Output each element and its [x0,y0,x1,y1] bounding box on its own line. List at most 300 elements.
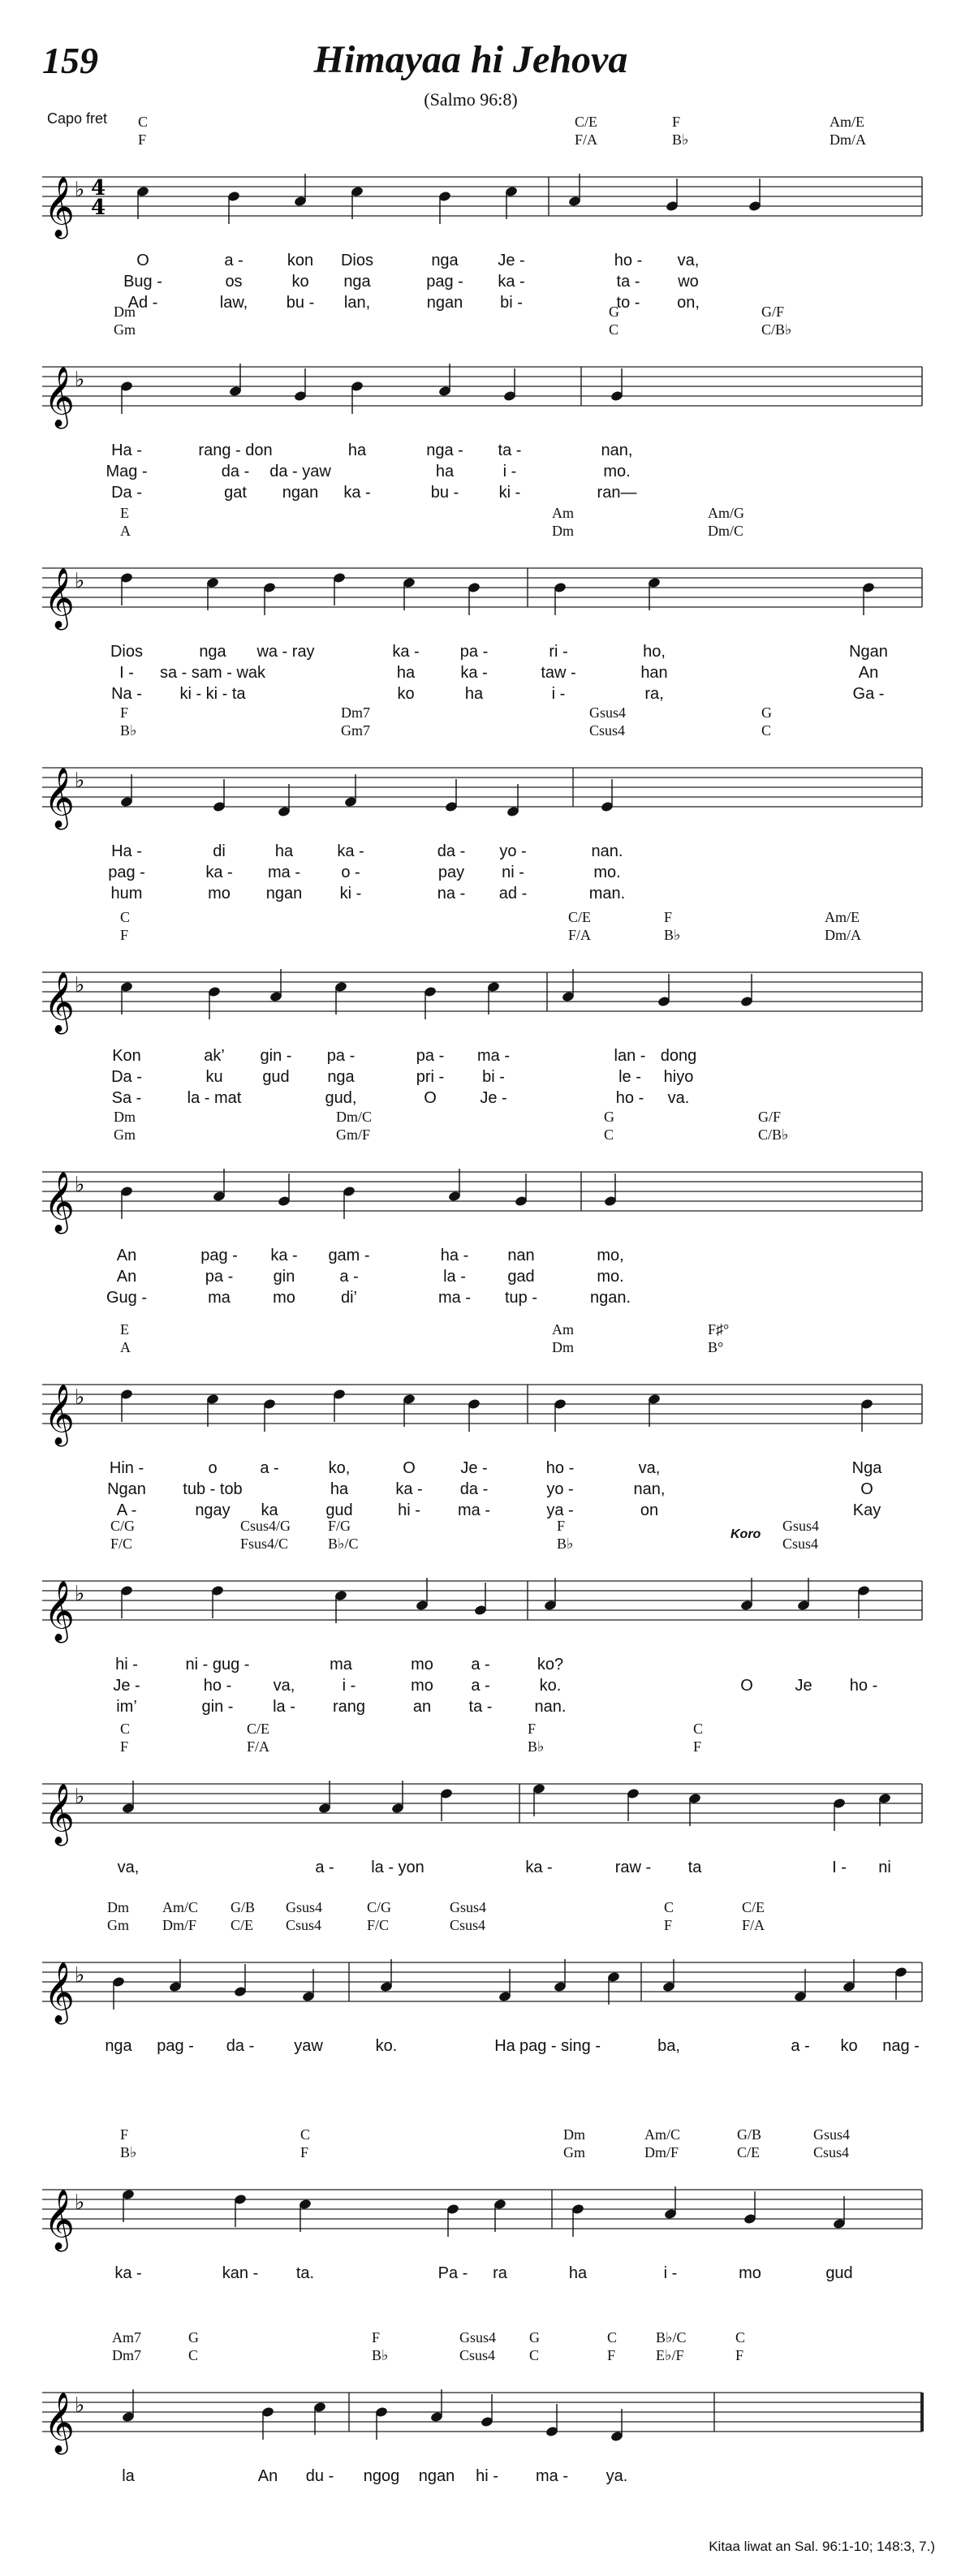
lyric-syllable: Da - [111,484,142,502]
lyric-syllable: pa - [416,1047,445,1065]
lyric-syllable: gin [273,1268,295,1286]
chord-symbol: F [372,2329,381,2346]
music-system [0,304,974,502]
lyric-syllable: sa - sam - wak [159,664,266,682]
capo-chord-symbol: Dm/C [708,523,744,539]
chord-symbol: Gsus4 [459,2329,497,2346]
lyric-syllable: Dios [340,252,374,269]
treble-clef-icon: 𝄞 [44,1172,75,1232]
lyric-syllable: a - [471,1677,490,1695]
chord-symbol: Csus4/G [240,1518,291,1534]
chord-symbol: C/E [575,114,598,130]
lyric-syllable: An [116,1247,137,1264]
treble-clef-icon: 𝄞 [44,1581,75,1641]
chord-symbol: C/E [742,1899,765,1915]
lyric-syllable: wo [678,273,699,291]
lyric-syllable: an [412,1698,432,1716]
capo-chord-symbol: F/A [575,131,598,148]
key-signature-flat-icon: ♭ [75,1785,85,1809]
staff [0,956,974,1053]
lyric-syllable: ak’ [204,1047,225,1065]
lyric-syllable: ma - [458,1501,490,1519]
chord-symbol: C/E [247,1721,270,1737]
lyric-syllable: la - [273,1698,295,1716]
lyric-syllable: nag - [882,2037,920,2055]
lyric-syllable: Je - [498,252,525,269]
lyric-syllable: Ha - [111,842,142,860]
chord-symbol: C [664,1899,674,1915]
lyric-syllable: di’ [340,1289,358,1307]
chord-symbol: E [120,505,129,521]
lyric-syllable: ki - [498,484,521,502]
capo-chord-symbol: F [300,2144,309,2160]
lyric-syllable: nga [431,252,459,269]
lyric-syllable: Mag - [106,463,148,480]
lyric-syllable: a - [260,1459,279,1477]
staff [0,2173,974,2271]
lyric-syllable: Kon [112,1047,141,1065]
lyric-syllable: Dios [110,643,144,661]
treble-clef-icon: 𝄞 [44,1385,75,1445]
chord-symbol: Am/C [162,1899,199,1915]
lyric-syllable: ko. [375,2037,398,2055]
capo-chord-symbol: B° [708,1339,724,1355]
lyric-syllable: di [213,842,226,860]
chorus-marker: Koro [730,1527,761,1541]
lyric-syllable: yaw [294,2037,323,2055]
capo-chord-symbol: F/C [367,1917,390,1933]
capo-chord-symbol: Csus4 [589,722,626,739]
lyric-syllable: yo - [546,1480,574,1498]
lyric-syllable: bi - [500,294,523,312]
capo-chord-symbol: Dm7 [112,2347,141,2363]
lyric-syllable: ha [568,2264,588,2282]
lyric-syllable: mo [411,1656,433,1674]
lyric-syllable: i - [551,685,566,703]
capo-chord-symbol: C [609,321,619,338]
capo-chord-symbol: Gm [114,1126,136,1143]
lyric-syllable: ta. [295,2264,315,2282]
chord-symbol: Gsus4 [782,1518,820,1534]
capo-chord-symbol: Csus4 [813,2144,850,2160]
lyric-syllable: Je - [113,1677,140,1695]
lyric-syllable: ka - [525,1859,553,1876]
lyric-syllable: pa - [459,643,489,661]
lyric-syllable: ra, [644,685,664,703]
lyric-syllable: ma - [438,1289,471,1307]
lyric-syllable: Hin - [109,1459,144,1477]
capo-chord-symbol: B♭ [664,927,681,943]
lyric-syllable: on, [677,294,700,312]
lyric-syllable: rang - don [198,442,273,459]
chord-symbol: C/G [367,1899,392,1915]
lyric-syllable: ko. [539,1677,562,1695]
lyric-syllable: pag - [108,864,145,881]
lyric-syllable: ho - [849,1677,878,1695]
capo-chord-symbol: C/B♭ [758,1126,789,1143]
lyric-syllable: ma - [477,1047,510,1065]
lyric-syllable: Je [795,1677,812,1695]
lyric-syllable: va, [273,1677,295,1695]
capo-chord-symbol: Dm/A [825,927,861,943]
key-signature-flat-icon: ♭ [75,1385,85,1410]
treble-clef-icon: 𝄞 [44,768,75,828]
key-signature-flat-icon: ♭ [75,368,85,392]
chord-symbol: E [120,1321,129,1338]
capo-chord-symbol: F [120,1738,129,1755]
chord-symbol: Am7 [112,2329,141,2346]
treble-clef-icon: 𝄞 [44,177,75,237]
chord-symbol: Am [552,505,574,521]
lyric-syllable: A - [116,1501,137,1519]
capo-chord-symbol: B♭/C [328,1536,359,1552]
lyric-syllable: mo [411,1677,433,1695]
lyric-syllable: le - [618,1068,641,1086]
capo-chord-symbol: F [693,1738,702,1755]
lyric-syllable: mo. [593,864,621,881]
lyric-syllable: Ngan [849,643,888,661]
music-system [0,1899,974,2110]
lyric-syllable: va, [117,1859,140,1876]
lyric-syllable: a - [224,252,244,269]
lyric-syllable: a - [339,1268,359,1286]
lyric-syllable: man. [588,885,626,902]
chord-symbol: Dm [107,1899,129,1915]
treble-clef-icon: 𝄞 [44,1784,75,1844]
music-system [0,2329,974,2532]
lyric-syllable: gam - [328,1247,370,1264]
key-signature-flat-icon: ♭ [75,1963,85,1988]
lyric-syllable: da - [226,2037,255,2055]
lyric-syllable: a - [471,1656,490,1674]
lyric-syllable: a - [315,1859,334,1876]
lyric-syllable: han [640,664,668,682]
lyric-syllable: Je - [460,1459,488,1477]
capo-chord-symbol: F [735,2347,744,2363]
lyric-syllable: Ha [494,2037,515,2055]
capo-chord-symbol: Dm/F [162,1917,197,1933]
lyric-syllable: pa - [326,1047,356,1065]
music-system [0,909,974,1107]
chord-symbol: G [761,704,772,721]
lyric-syllable: pag - sing - [519,2037,601,2055]
chord-symbol: Gsus4 [286,1899,323,1915]
treble-clef-icon: 𝄞 [44,568,75,628]
lyric-syllable: ka - [337,842,364,860]
lyric-syllable: i - [342,1677,356,1695]
lyric-syllable: ka [261,1501,278,1519]
lyric-syllable: taw - [541,664,576,682]
lyric-syllable: ka - [395,1480,423,1498]
lyric-syllable: nan, [601,442,633,459]
lyric-syllable: ka - [343,484,371,502]
footnote-reference: Kitaa liwat an Sal. 96:1-10; 148:3, 7.) [709,2539,935,2554]
lyric-syllable: mo. [603,463,631,480]
lyric-syllable: on [640,1501,659,1519]
lyric-syllable: du - [305,2467,334,2485]
capo-chord-symbol: Gm7 [341,722,370,739]
lyric-syllable: o - [341,864,360,881]
chord-symbol: B♭/C [656,2329,687,2346]
lyric-syllable: Ga - [852,685,885,703]
chord-symbol: C [693,1721,704,1737]
treble-clef-icon: 𝄞 [44,367,75,427]
lyric-syllable: ta - [616,273,640,291]
lyric-syllable: ma - [536,2467,568,2485]
lyric-syllable: wa - ray [256,643,315,661]
scripture-subtitle: (Salmo 96:8) [424,89,518,110]
chord-symbol: Dm/C [336,1109,373,1125]
lyric-syllable: bi - [482,1068,505,1086]
lyric-syllable: i - [502,463,517,480]
lyric-syllable: mo, [597,1247,624,1264]
lyric-syllable: ha [435,463,455,480]
capo-chord-symbol: B♭ [557,1536,574,1552]
lyric-syllable: Da - [111,1068,142,1086]
music-system [0,704,974,902]
lyric-syllable: ka - [460,664,488,682]
chord-symbol: Am/E [825,909,860,925]
lyric-syllable: pag - [200,1247,238,1264]
lyric-syllable: ho - [545,1459,575,1477]
chord-symbol: C [735,2329,746,2346]
lyric-syllable: ko? [537,1656,564,1674]
lyric-syllable: ka - [205,864,233,881]
lyric-syllable: ni - [502,864,524,881]
capo-chord-symbol: Csus4 [459,2347,496,2363]
treble-clef-icon: 𝄞 [44,1962,75,2022]
capo-chord-symbol: F [664,1917,673,1933]
lyric-syllable: ha [396,664,416,682]
capo-chord-symbol: B♭ [528,1738,545,1755]
music-system [0,505,974,703]
lyric-syllable: ta - [498,442,522,459]
chord-symbol: G/B [737,2126,762,2143]
lyric-syllable: mo [739,2264,761,2282]
lyric-syllable: da - [459,1480,489,1498]
lyric-syllable: ma [208,1289,231,1307]
lyric-syllable: mo [273,1289,295,1307]
lyric-syllable: ki - ki - ta [179,685,246,703]
staff [0,1368,974,1466]
lyric-syllable: ho, [643,643,666,661]
lyric-syllable: Bug - [123,273,162,291]
lyric-syllable: ngan [418,2467,455,2485]
capo-chord-symbol: A [120,523,131,539]
lyric-syllable: gin - [201,1698,234,1716]
chord-symbol: Am [552,1321,574,1338]
lyric-syllable: I - [119,664,134,682]
chord-symbol: F [120,704,129,721]
chord-symbol: C [120,909,131,925]
key-signature-flat-icon: ♭ [75,769,85,793]
key-signature-flat-icon: ♭ [75,569,85,593]
capo-chord-symbol: E♭/F [656,2347,684,2363]
lyric-syllable: mo [208,885,231,902]
capo-chord-symbol: B♭ [120,2144,137,2160]
capo-chord-symbol: A [120,1339,131,1355]
capo-chord-symbol: B♭ [672,131,689,148]
chord-symbol: C [607,2329,618,2346]
lyric-syllable: ya. [606,2467,628,2485]
lyric-syllable: Nga [851,1459,882,1477]
lyric-syllable: im’ [116,1698,137,1716]
lyric-syllable: hi - [398,1501,420,1519]
chord-symbol: G [609,304,619,320]
chord-symbol: C/G [110,1518,136,1534]
lyric-syllable: ngan. [589,1289,631,1307]
lyric-syllable: yo - [499,842,527,860]
lyric-syllable: ngay [195,1501,231,1519]
chord-symbol: Dm [563,2126,585,2143]
lyric-syllable: bu - [286,294,315,312]
lyric-syllable: ma - [268,864,300,881]
lyric-syllable: pay [437,864,465,881]
lyric-syllable: ho - [614,252,643,269]
lyric-syllable: An [257,2467,278,2485]
lyric-syllable: pag - [157,2037,194,2055]
lyric-syllable: a - [791,2037,810,2055]
capo-chord-symbol: B♭ [120,722,137,739]
music-system [0,2126,974,2305]
lyric-syllable: lan - [614,1047,646,1065]
staff [0,1946,974,2044]
capo-chord-symbol: F/A [742,1917,765,1933]
lyric-syllable: ki - [339,885,362,902]
chord-symbol: Gsus4 [813,2126,851,2143]
time-signature: 4 [91,196,106,220]
lyric-syllable: nga [199,643,226,661]
key-signature-flat-icon: ♭ [75,178,85,202]
time-signature: 4 [91,176,106,200]
lyric-syllable: pa - [205,1268,234,1286]
lyric-syllable: o [208,1459,218,1477]
lyric-syllable: Gug - [106,1289,148,1307]
chord-symbol: Gsus4 [589,704,627,721]
lyric-syllable: hi - [476,2467,498,2485]
song-number: 159 [42,40,98,81]
lyric-syllable: gin - [260,1047,292,1065]
chord-symbol: G/B [231,1899,256,1915]
capo-chord-symbol: F [120,927,129,943]
lyric-syllable: ha [274,842,294,860]
chord-symbol: Dm7 [341,704,370,721]
lyric-syllable: dong [660,1047,697,1065]
capo-chord-symbol: Csus4 [782,1536,819,1552]
capo-chord-symbol: Gm [107,1917,129,1933]
lyric-syllable: ha [464,685,484,703]
capo-chord-symbol: Gm/F [336,1126,371,1143]
lyric-syllable: nan. [591,842,623,860]
capo-chord-symbol: F/A [568,927,592,943]
capo-chord-symbol: C [604,1126,614,1143]
staff [0,552,974,649]
lyric-syllable: raw - [614,1859,652,1876]
lyric-syllable: gat [224,484,247,502]
lyric-syllable: ri - [549,643,568,661]
lyric-syllable: law, [219,294,248,312]
lyric-syllable: nan. [534,1698,567,1716]
lyric-syllable: ko [840,2037,858,2055]
lyric-syllable: O [740,1677,753,1695]
capo-chord-symbol: Csus4 [286,1917,322,1933]
chord-symbol: G/F [761,304,785,320]
lyric-syllable: Kay [852,1501,881,1519]
chord-symbol: Am/C [644,2126,681,2143]
lyric-syllable: ha - [440,1247,469,1264]
staff [0,1156,974,1253]
chord-symbol: F/G [328,1518,351,1534]
capo-chord-symbol: Gm [563,2144,585,2160]
chord-symbol: Am/E [830,114,864,130]
lyric-syllable: va, [677,252,700,269]
chord-symbol: C [138,114,149,130]
lyric-syllable: ba, [657,2037,680,2055]
capo-chord-symbol: C/B♭ [761,321,792,338]
lyric-syllable: Ngan [107,1480,146,1498]
music-system [0,1721,974,1883]
chord-symbol: F♯° [708,1321,730,1338]
lyric-syllable: bu - [430,484,459,502]
lyric-syllable: ka - [392,643,420,661]
lyric-syllable: hum [110,885,143,902]
lyric-syllable: la - [443,1268,466,1286]
lyric-syllable: Na - [111,685,142,703]
treble-clef-icon: 𝄞 [44,2393,75,2453]
chord-symbol: F [528,1721,537,1737]
lyric-syllable: ko [291,273,309,291]
staff [0,1565,974,1662]
lyric-syllable: ko [397,685,415,703]
lyric-syllable: nga - [426,442,463,459]
music-system [0,114,974,333]
lyric-syllable: da - [437,842,466,860]
treble-clef-icon: 𝄞 [44,972,75,1032]
lyric-syllable: ran— [597,484,637,502]
capo-chord-symbol: Csus4 [450,1917,486,1933]
lyric-syllable: nga [343,273,371,291]
capo-chord-symbol: Gm [114,321,136,338]
lyric-syllable: O [136,252,149,269]
lyric-syllable: lan, [343,294,371,312]
chord-symbol: C [120,1721,131,1737]
lyric-syllable: ya - [546,1501,574,1519]
lyric-syllable: ta [687,1859,702,1876]
lyric-syllable: pag - [426,273,463,291]
lyric-syllable: ka - [114,2264,142,2282]
lyric-syllable: gud [825,2264,853,2282]
lyric-syllable: O [403,1459,416,1477]
chord-symbol: Dm [114,304,136,320]
key-signature-flat-icon: ♭ [75,1582,85,1606]
chord-symbol: Gsus4 [450,1899,487,1915]
capo-chord-symbol: B♭ [372,2347,389,2363]
chord-symbol: G [529,2329,540,2346]
chord-symbol: F [557,1518,566,1534]
chord-symbol: Am/G [708,505,744,521]
lyric-syllable: O [424,1089,437,1107]
lyric-syllable: i - [663,2264,678,2282]
chord-symbol: F [120,2126,129,2143]
capo-chord-symbol: Dm [552,523,574,539]
lyric-syllable: ma [330,1656,352,1674]
lyric-syllable: la [122,2467,135,2485]
lyric-syllable: ra [493,2264,507,2282]
chord-symbol: G [188,2329,199,2346]
chord-symbol: C [300,2126,311,2143]
capo-label: Capo fret [47,110,108,127]
lyric-syllable: I - [832,1859,847,1876]
